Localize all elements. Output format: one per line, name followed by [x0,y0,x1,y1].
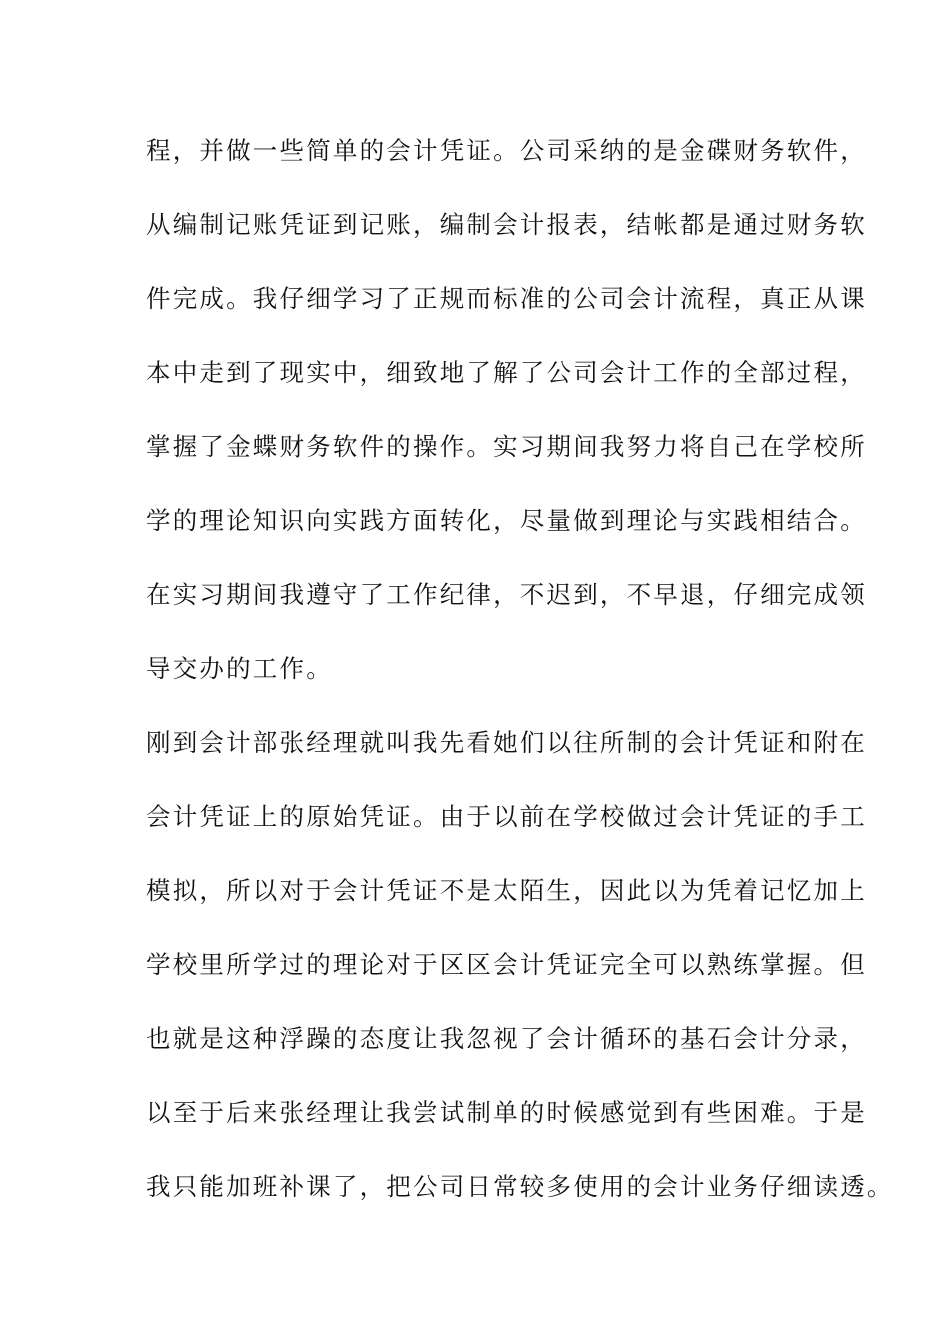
text-line: 我只能加班补课了，把公司日常较多使用的会计业务仔细读透。 [146,1172,894,1201]
text-line: 模拟，所以对于会计凭证不是太陌生，因此以为凭着记忆加上 [146,876,867,905]
text-line: 会计凭证上的原始凭证。由于以前在学校做过会计凭证的手工 [146,802,867,831]
text-line: 本中走到了现实中，细致地了解了公司会计工作的全部过程， [146,358,867,387]
text-line: 从编制记账凭证到记账，编制会计报表，结帐都是通过财务软 [146,210,867,239]
text-line: 学的理论知识向实践方面转化，尽量做到理论与实践相结合。 [146,506,867,535]
text-line: 在实习期间我遵守了工作纪律，不迟到，不早退，仔细完成领 [146,580,867,609]
text-line: 掌握了金蝶财务软件的操作。实习期间我努力将自己在学校所 [146,432,867,461]
text-line: 程，并做一些简单的会计凭证。公司采纳的是金碟财务软件， [146,136,867,165]
text-line: 导交办的工作。 [146,654,333,683]
paragraph-start-line: 刚到会计部张经理就叫我先看她们以往所制的会计凭证和附在 [146,728,867,757]
text-line: 以至于后来张经理让我尝试制单的时候感觉到有些困难。于是 [146,1098,867,1127]
text-line: 也就是这种浮躁的态度让我忽视了会计循环的基石会计分录， [146,1024,867,1053]
text-line: 件完成。我仔细学习了正规而标准的公司会计流程，真正从课 [146,284,867,313]
text-line: 学校里所学过的理论对于区区会计凭证完全可以熟练掌握。但 [146,950,867,979]
